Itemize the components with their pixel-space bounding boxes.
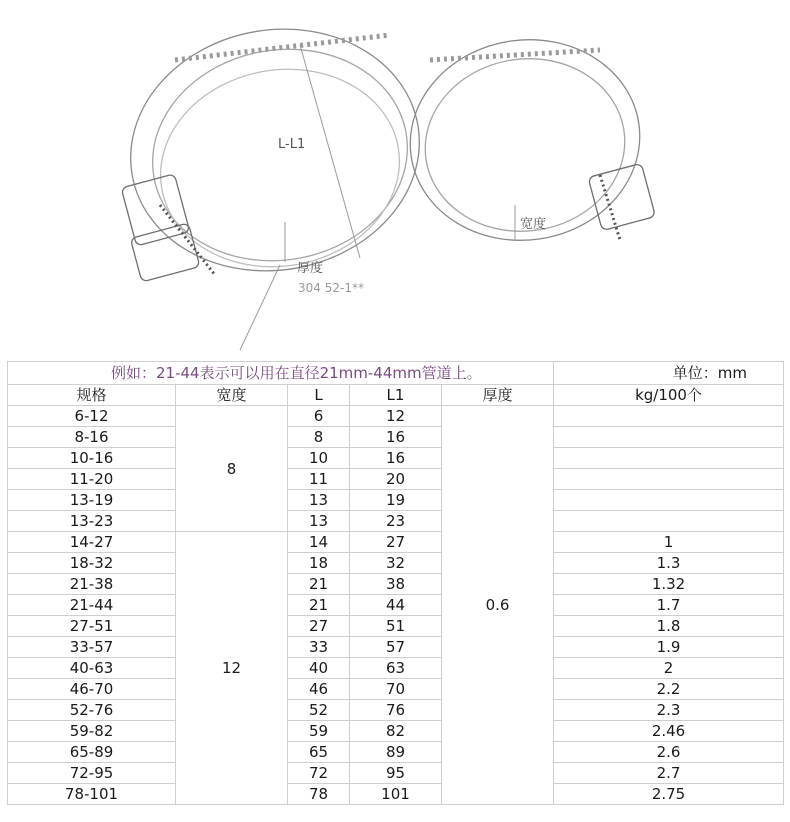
width-cell: 8 bbox=[176, 406, 288, 532]
header-l1: L1 bbox=[350, 385, 442, 406]
l1-cell: 57 bbox=[350, 637, 442, 658]
spec-cell: 6-12 bbox=[8, 406, 176, 427]
l-cell: 14 bbox=[288, 532, 350, 553]
weight-cell: 2.75 bbox=[554, 784, 784, 805]
l-cell: 11 bbox=[288, 469, 350, 490]
table-row bbox=[8, 427, 784, 448]
weight-cell bbox=[554, 469, 784, 490]
band-stamp-text: 304 52-1** bbox=[298, 281, 364, 295]
l-cell: 78 bbox=[288, 784, 350, 805]
l-cell: 13 bbox=[288, 490, 350, 511]
l1-cell: 19 bbox=[350, 490, 442, 511]
table-row bbox=[8, 679, 784, 700]
spec-cell: 11-20 bbox=[8, 469, 176, 490]
unit-label: 单位：mm bbox=[554, 362, 784, 385]
l-cell: 13 bbox=[288, 511, 350, 532]
l1-cell: 76 bbox=[350, 700, 442, 721]
spec-cell: 59-82 bbox=[8, 721, 176, 742]
dimension-lines bbox=[240, 45, 515, 350]
weight-cell: 1.3 bbox=[554, 553, 784, 574]
weight-cell: 2.2 bbox=[554, 679, 784, 700]
weight-cell: 1.32 bbox=[554, 574, 784, 595]
header-row bbox=[8, 385, 784, 406]
spec-table-body bbox=[8, 362, 784, 805]
l1-cell: 32 bbox=[350, 553, 442, 574]
spec-cell: 72-95 bbox=[8, 763, 176, 784]
weight-cell bbox=[554, 490, 784, 511]
thickness-label: 厚度 bbox=[297, 261, 324, 276]
l-cell: 21 bbox=[288, 574, 350, 595]
l-cell: 18 bbox=[288, 553, 350, 574]
l1-cell: 51 bbox=[350, 616, 442, 637]
l1-cell: 101 bbox=[350, 784, 442, 805]
l1-cell: 23 bbox=[350, 511, 442, 532]
usage-example-caption: 例如：21-44表示可以用在直径21mm-44mm管道上。 bbox=[8, 362, 554, 385]
spec-cell: 46-70 bbox=[8, 679, 176, 700]
weight-cell: 1.7 bbox=[554, 595, 784, 616]
l-cell: 10 bbox=[288, 448, 350, 469]
header-spec: 规格 bbox=[8, 385, 176, 406]
thickness-cell: 0.6 bbox=[442, 406, 554, 805]
weight-cell: 1.8 bbox=[554, 616, 784, 637]
l-cell: 27 bbox=[288, 616, 350, 637]
table-row bbox=[8, 784, 784, 805]
header-weight: kg/100个 bbox=[554, 385, 784, 406]
spec-cell: 21-38 bbox=[8, 574, 176, 595]
spec-cell: 40-63 bbox=[8, 658, 176, 679]
l1-cell: 16 bbox=[350, 448, 442, 469]
spec-table bbox=[7, 361, 784, 805]
table-row bbox=[8, 469, 784, 490]
header-width: 宽度 bbox=[176, 385, 288, 406]
clamp-large bbox=[111, 7, 438, 294]
table-row bbox=[8, 721, 784, 742]
hose-clamp-illustration bbox=[0, 0, 790, 355]
header-thickness: 厚度 bbox=[442, 385, 554, 406]
dimension-label: L-L1 bbox=[278, 137, 306, 152]
table-row bbox=[8, 448, 784, 469]
spec-cell: 52-76 bbox=[8, 700, 176, 721]
l1-cell: 82 bbox=[350, 721, 442, 742]
spec-cell: 14-27 bbox=[8, 532, 176, 553]
table-row bbox=[8, 595, 784, 616]
spec-cell: 8-16 bbox=[8, 427, 176, 448]
l1-cell: 44 bbox=[350, 595, 442, 616]
l1-cell: 16 bbox=[350, 427, 442, 448]
weight-cell: 2.7 bbox=[554, 763, 784, 784]
l-cell: 40 bbox=[288, 658, 350, 679]
width-cell: 12 bbox=[176, 532, 288, 805]
spec-cell: 33-57 bbox=[8, 637, 176, 658]
spec-cell: 65-89 bbox=[8, 742, 176, 763]
table-row bbox=[8, 553, 784, 574]
l-cell: 6 bbox=[288, 406, 350, 427]
weight-cell: 2.46 bbox=[554, 721, 784, 742]
width-label: 宽度 bbox=[520, 217, 547, 232]
spec-cell: 78-101 bbox=[8, 784, 176, 805]
spec-cell: 27-51 bbox=[8, 616, 176, 637]
table-row bbox=[8, 616, 784, 637]
l1-cell: 63 bbox=[350, 658, 442, 679]
l-cell: 8 bbox=[288, 427, 350, 448]
l-cell: 59 bbox=[288, 721, 350, 742]
weight-cell: 2.6 bbox=[554, 742, 784, 763]
l-cell: 65 bbox=[288, 742, 350, 763]
weight-cell: 1 bbox=[554, 532, 784, 553]
l1-cell: 38 bbox=[350, 574, 442, 595]
table-row bbox=[8, 742, 784, 763]
weight-cell bbox=[554, 406, 784, 427]
table-row bbox=[8, 763, 784, 784]
l1-cell: 70 bbox=[350, 679, 442, 700]
weight-cell: 2 bbox=[554, 658, 784, 679]
l-cell: 33 bbox=[288, 637, 350, 658]
table-row bbox=[8, 532, 784, 553]
table-row bbox=[8, 574, 784, 595]
table-row bbox=[8, 637, 784, 658]
weight-cell bbox=[554, 427, 784, 448]
l-cell: 46 bbox=[288, 679, 350, 700]
l1-cell: 20 bbox=[350, 469, 442, 490]
weight-cell bbox=[554, 448, 784, 469]
l-cell: 52 bbox=[288, 700, 350, 721]
l1-cell: 89 bbox=[350, 742, 442, 763]
table-row bbox=[8, 700, 784, 721]
table-row bbox=[8, 490, 784, 511]
spec-cell: 13-23 bbox=[8, 511, 176, 532]
l1-cell: 12 bbox=[350, 406, 442, 427]
header-l: L bbox=[288, 385, 350, 406]
weight-cell: 2.3 bbox=[554, 700, 784, 721]
caption-row bbox=[8, 362, 784, 385]
table-row bbox=[8, 406, 784, 427]
table-row bbox=[8, 511, 784, 532]
l1-cell: 95 bbox=[350, 763, 442, 784]
l1-cell: 27 bbox=[350, 532, 442, 553]
l-cell: 21 bbox=[288, 595, 350, 616]
weight-cell bbox=[554, 511, 784, 532]
l-cell: 72 bbox=[288, 763, 350, 784]
spec-cell: 18-32 bbox=[8, 553, 176, 574]
spec-cell: 13-19 bbox=[8, 490, 176, 511]
weight-cell: 1.9 bbox=[554, 637, 784, 658]
table-row bbox=[8, 658, 784, 679]
spec-cell: 10-16 bbox=[8, 448, 176, 469]
spec-cell: 21-44 bbox=[8, 595, 176, 616]
